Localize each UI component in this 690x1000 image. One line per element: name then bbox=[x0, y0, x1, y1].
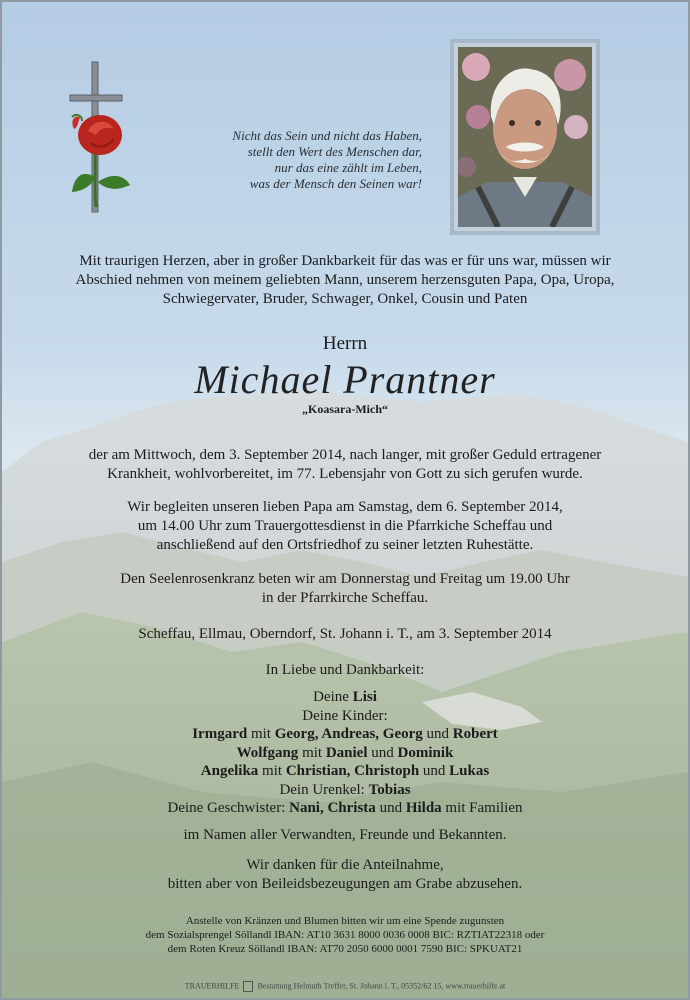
quote-line: was der Mensch den Seinen war! bbox=[249, 176, 422, 191]
wife-line: Deine Lisi bbox=[313, 689, 377, 705]
quote-line: Nicht das Sein und nicht das Haben, bbox=[232, 128, 422, 143]
donation-notice bbox=[2, 914, 688, 956]
intro-text bbox=[2, 252, 688, 309]
relatives-line: im Namen aller Verwandten, Freunde und Bekannten. bbox=[183, 826, 507, 843]
thanks-line: Wir danken für die Anteilnahme, bbox=[246, 857, 444, 873]
deceased-name: Michael Prantner bbox=[194, 357, 496, 402]
place-date bbox=[2, 625, 688, 644]
quote-line: stellt den Wert des Menschen dar, bbox=[247, 144, 422, 159]
footer-brand: TRAUERHILFE bbox=[184, 981, 240, 991]
siblings-line: Deine Geschwister: Nani, Christa und Hilda mit Familien bbox=[167, 800, 523, 816]
trauerhilfe-logo-icon bbox=[243, 981, 253, 992]
footer bbox=[2, 981, 688, 992]
thanks-notice bbox=[2, 856, 688, 894]
donation-line: Anstelle von Kränzen und Blumen bitten wir um eine Spende zugunsten bbox=[185, 915, 505, 927]
death-notice bbox=[2, 446, 688, 484]
children-row: Irmgard mit Georg, Andreas, Georg und Robert bbox=[192, 726, 498, 742]
salutation: Herrn bbox=[322, 333, 368, 354]
donation-line: dem Sozialsprengel Söllandl IBAN: AT10 3631 8000 0036 0008 BIC: RZTIAT22318 oder bbox=[145, 929, 545, 941]
intro-line: Schwiegervater, Bruder, Schwager, Onkel, Cousin und Paten bbox=[162, 291, 528, 307]
portrait-frame bbox=[450, 39, 600, 235]
donation-line: dem Roten Kreuz Söllandl IBAN: AT70 2050 6000 0001 7590 BIC: SPKUAT21 bbox=[167, 943, 523, 955]
children-label: Deine Kinder: bbox=[302, 707, 388, 724]
deceased-nickname: „Koasara-Mich“ bbox=[302, 402, 388, 416]
closing bbox=[2, 661, 688, 680]
closing-text: In Liebe und Dankbarkeit: bbox=[265, 662, 425, 678]
death-line: Krankheit, wohlvorbereitet, im 77. Lebensjahr von Gott zu sich gerufen wurde. bbox=[107, 466, 583, 482]
place-date-text: Scheffau, Ellmau, Oberndorf, St. Johann i. T., am 3. September 2014 bbox=[138, 626, 552, 642]
rosary-line: in der Pfarrkirche Scheffau. bbox=[261, 590, 429, 606]
portrait-photo bbox=[458, 47, 592, 227]
funeral-notice bbox=[2, 498, 688, 555]
funeral-line: anschließend auf den Ortsfriedhof zu seiner letzten Ruhestätte. bbox=[156, 537, 534, 553]
funeral-line: Wir begleiten unseren lieben Papa am Samstag, dem 6. September 2014, bbox=[127, 499, 563, 515]
content bbox=[2, 2, 688, 998]
footer-text: Bestattung Helmuth Treffer, St. Johann i. T., 05352/62 15, www.trauerhilfe.at bbox=[257, 981, 506, 991]
intro-line: Mit traurigen Herzen, aber in großer Dankbarkeit für das was er für uns war, müssen wir bbox=[79, 253, 611, 269]
thanks-line: bitten aber von Beileidsbezeugungen am Grabe abzusehen. bbox=[167, 876, 523, 892]
death-line: der am Mittwoch, dem 3. September 2014, nach langer, mit großer Geduld ertragener bbox=[88, 447, 602, 463]
funeral-line: um 14.00 Uhr zum Trauergottesdienst in die Pfarrkiche Scheffau und bbox=[137, 518, 553, 534]
family-list bbox=[2, 688, 688, 844]
children-row: Angelika mit Christian, Christoph und Lukas bbox=[200, 763, 490, 779]
rosary-line: Den Seelenrosenkranz beten wir am Donnerstag und Freitag um 19.00 Uhr bbox=[120, 571, 570, 587]
rosary-notice bbox=[2, 570, 688, 608]
great-grandchild-line: Dein Urenkel: Tobias bbox=[279, 781, 411, 798]
children-row: Wolfgang mit Daniel und Dominik bbox=[236, 744, 454, 761]
intro-line: Abschied nehmen von meinem geliebten Mann, unserem herzensguten Papa, Opa, Uropa, bbox=[75, 272, 615, 288]
memorial-quote bbox=[132, 128, 422, 192]
quote-line: nur das eine zählt im Leben, bbox=[274, 160, 422, 175]
